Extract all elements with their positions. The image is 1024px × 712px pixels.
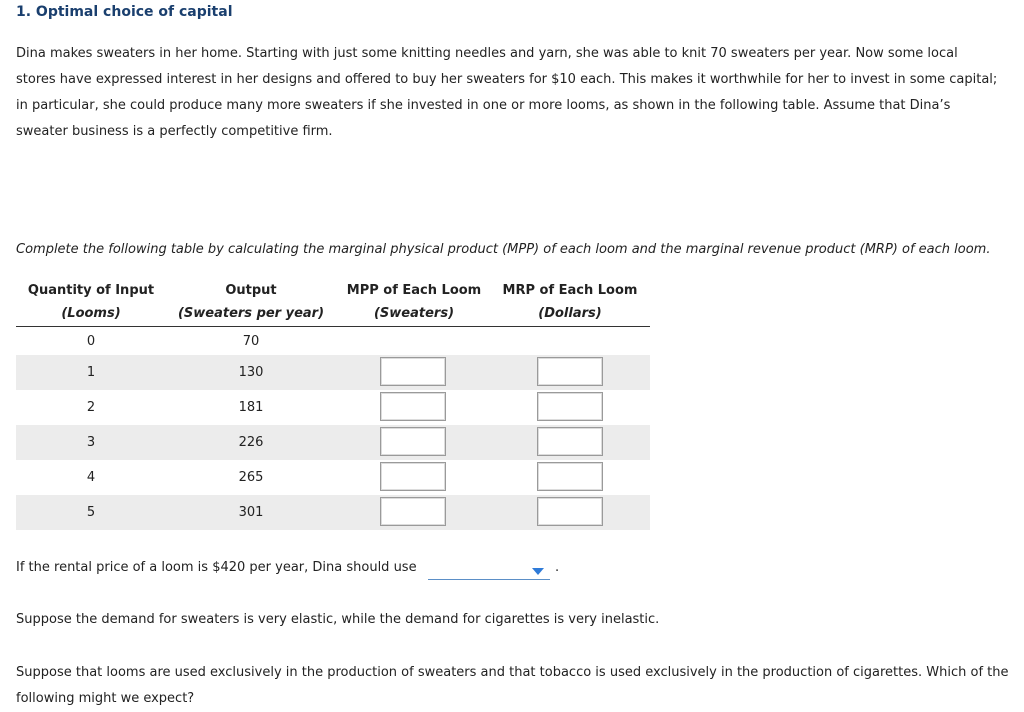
mpp-input[interactable] — [380, 427, 446, 456]
mrp-input[interactable] — [537, 462, 603, 491]
mrp-input[interactable] — [537, 357, 603, 386]
mrp-input[interactable] — [537, 392, 603, 421]
header-mpp — [338, 280, 490, 324]
looms-cell: 4 — [86, 470, 96, 485]
header-mrp — [494, 280, 646, 324]
demand-statement: Suppose the demand for sweaters is very elastic, while the demand for cigarettes is very inelastic. — [16, 612, 660, 627]
header-label: Quantity of Input — [27, 283, 155, 298]
header-label: MRP of Each Loom — [502, 283, 638, 298]
question-title: 1. Optimal choice of capital — [16, 4, 233, 20]
mpp-input[interactable] — [380, 357, 446, 386]
table-row — [16, 355, 650, 390]
table-row — [16, 390, 650, 425]
looms-cell: 3 — [86, 435, 96, 450]
mpp-input[interactable] — [380, 497, 446, 526]
rental-question: If the rental price of a loom is $420 per year, Dina should use — [16, 560, 417, 575]
sentence-period: . — [555, 560, 560, 575]
table-row — [16, 495, 650, 530]
output-cell: 130 — [238, 365, 264, 380]
looms-cell: 1 — [86, 365, 96, 380]
table-row — [16, 460, 650, 495]
followup-question: Suppose that looms are used exclusively in the production of sweaters and that tobacco is used exclusively in the production of cigarettes. Which of the following might we expect? — [16, 665, 1009, 706]
header-label: MPP of Each Loom — [346, 283, 482, 298]
looms-cell: 0 — [86, 333, 96, 349]
output-cell: 301 — [238, 505, 264, 520]
looms-cell: 2 — [86, 400, 96, 415]
output-cell: 226 — [238, 435, 264, 450]
chevron-down-icon — [532, 568, 544, 575]
looms-cell: 5 — [86, 505, 96, 520]
mpp-input[interactable] — [380, 392, 446, 421]
output-cell: 70 — [242, 333, 260, 349]
looms-dropdown[interactable] — [428, 564, 550, 580]
output-cell: 265 — [238, 470, 264, 485]
intro-paragraph — [16, 41, 1016, 145]
mrp-input[interactable] — [537, 497, 603, 526]
header-unit: (Sweaters) — [373, 306, 455, 321]
loom-table — [16, 280, 650, 530]
intro-line: Dina makes sweaters in her home. Starting with just some knitting needles and yarn, she was able to knit 70 sweaters per year. Now some local — [16, 46, 958, 61]
header-unit: (Looms) — [61, 306, 121, 321]
intro-line: stores have expressed interest in her designs and offered to buy her sweaters for $10 each. This makes it worthwhile for her to invest in some capital; — [16, 72, 998, 87]
table-instruction: Complete the following table by calculating the marginal physical product (MPP) of each loom and the marginal revenue product (MRP) of each loom. — [16, 242, 991, 257]
header-unit: (Dollars) — [538, 306, 602, 321]
table-row — [16, 327, 650, 355]
header-unit: (Sweaters per year) — [177, 306, 325, 321]
output-cell: 181 — [238, 400, 264, 415]
intro-line: sweater business is a perfectly competitive firm. — [16, 124, 333, 139]
table-row — [16, 425, 650, 460]
header-label: Output — [225, 283, 277, 298]
intro-line: in particular, she could produce many more sweaters if she invested in one or more looms, as shown in the following table. Assume that Dina’s — [16, 98, 951, 113]
header-output — [176, 280, 326, 324]
table-header — [16, 280, 650, 327]
mrp-input[interactable] — [537, 427, 603, 456]
header-quantity — [16, 280, 166, 324]
mpp-input[interactable] — [380, 462, 446, 491]
